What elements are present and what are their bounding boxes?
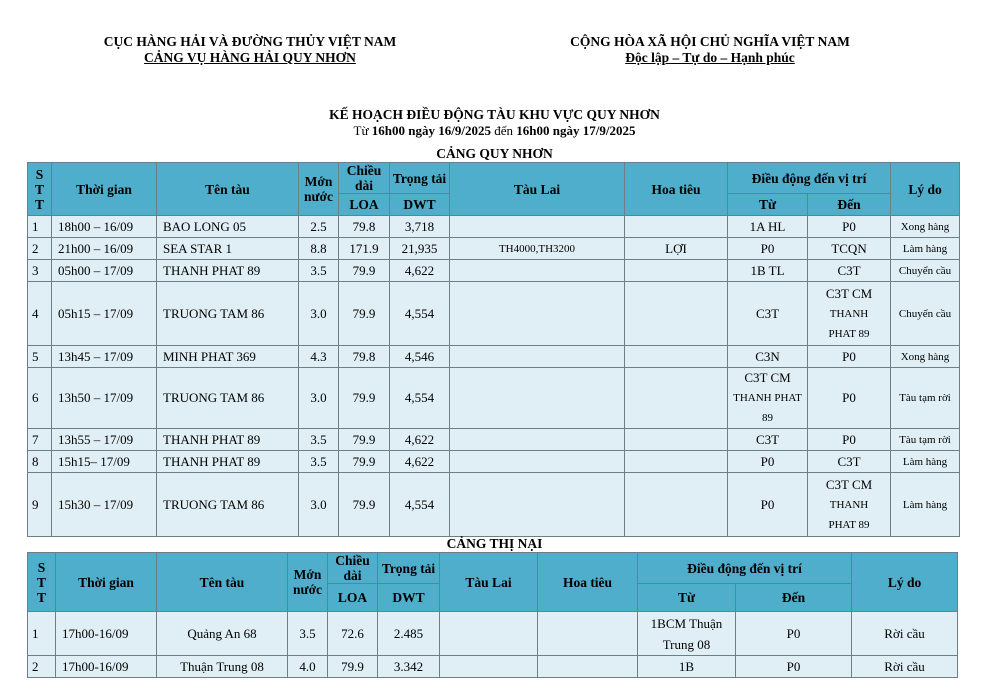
cell-ship: Thuận Trung 08 [157, 656, 288, 678]
table-header-row [28, 163, 960, 194]
cell-stt: 3 [28, 260, 52, 282]
cell-reason: Tàu tạm rời [891, 429, 960, 451]
cell-pilot [538, 612, 638, 656]
cell-from: 1B TL [728, 260, 808, 282]
table-row [28, 260, 960, 282]
cell-time: 15h30 – 17/09 [52, 473, 157, 537]
col-stt: S T T [28, 553, 56, 612]
cell-loa: 79.9 [339, 429, 390, 451]
plan-period: Từ 16h00 ngày 16/9/2025 đến 16h00 ngày 17/9/2025 [353, 123, 636, 138]
cell-dwt: 21,935 [390, 238, 450, 260]
cell-time: 17h00-16/09 [56, 656, 157, 678]
table-header-row [28, 553, 958, 584]
cell-stt: 1 [28, 216, 52, 238]
cell-draft: 2.5 [299, 216, 339, 238]
cell-draft: 3.5 [299, 451, 339, 473]
cell-from: 1A HL [728, 216, 808, 238]
table-row [28, 429, 960, 451]
cell-pilot [538, 656, 638, 678]
schedule-table-quy-nhon [27, 162, 960, 537]
cell-draft: 3.5 [299, 260, 339, 282]
cell-reason: Rời cầu [852, 612, 958, 656]
cell-pilot [625, 368, 728, 429]
col-ship: Tên tàu [157, 553, 288, 612]
cell-stt: 2 [28, 238, 52, 260]
cell-ship: SEA STAR 1 [157, 238, 299, 260]
cell-tug [450, 429, 625, 451]
cell-time: 21h00 – 16/09 [52, 238, 157, 260]
cell-pilot [625, 429, 728, 451]
cell-draft: 3.5 [299, 429, 339, 451]
port-authority-name: CẢNG VỤ HÀNG HẢI QUY NHƠN [144, 50, 356, 65]
cell-from: P0 [728, 473, 808, 537]
cell-tug [440, 612, 538, 656]
port-title-quy-nhon: CẢNG QUY NHƠN [436, 146, 553, 161]
cell-loa: 79.9 [328, 656, 378, 678]
cell-time: 13h55 – 17/09 [52, 429, 157, 451]
col-stt: S T T [28, 163, 52, 216]
col-loa: LOA [328, 584, 378, 612]
col-reason: Lý do [852, 553, 958, 612]
cell-to: TCQN [808, 238, 891, 260]
cell-reason: Xong hàng [891, 216, 960, 238]
cell-draft: 3.5 [288, 612, 328, 656]
cell-reason: Xong hàng [891, 346, 960, 368]
cell-time: 13h50 – 17/09 [52, 368, 157, 429]
cell-draft: 4.3 [299, 346, 339, 368]
cell-dwt: 4,554 [390, 368, 450, 429]
cell-loa: 79.9 [339, 451, 390, 473]
col-time: Thời gian [56, 553, 157, 612]
col-length: Chiều dài [339, 163, 390, 194]
col-to: Đến [736, 584, 852, 612]
col-from: Từ [728, 194, 808, 216]
cell-to: P0 [808, 346, 891, 368]
plan-title: KẾ HOẠCH ĐIỀU ĐỘNG TÀU KHU VỰC QUY NHƠN [329, 107, 660, 122]
cell-reason: Rời cầu [852, 656, 958, 678]
cell-dwt: 4,622 [390, 260, 450, 282]
schedule-table-thi-nai [27, 552, 958, 678]
cell-pilot [625, 260, 728, 282]
table-row [28, 656, 958, 678]
cell-draft: 3.0 [299, 473, 339, 537]
col-move: Điều động đến vị trí [728, 163, 891, 194]
cell-loa: 72.6 [328, 612, 378, 656]
col-dwt: DWT [378, 584, 440, 612]
cell-to: P0 [808, 368, 891, 429]
table-row [28, 238, 960, 260]
cell-tug [450, 473, 625, 537]
cell-pilot [625, 451, 728, 473]
cell-time: 15h15– 17/09 [52, 451, 157, 473]
table-row [28, 282, 960, 346]
cell-tug [450, 346, 625, 368]
cell-tug [450, 451, 625, 473]
cell-tug [450, 216, 625, 238]
col-ship: Tên tàu [157, 163, 299, 216]
cell-dwt: 4,622 [390, 451, 450, 473]
cell-dwt: 3,718 [390, 216, 450, 238]
cell-draft: 4.0 [288, 656, 328, 678]
table-row [28, 473, 960, 537]
col-tug: Tàu Lai [450, 163, 625, 216]
col-from: Từ [638, 584, 736, 612]
cell-reason: Chuyển cầu [891, 282, 960, 346]
cell-ship: TRUONG TAM 86 [157, 368, 299, 429]
cell-draft: 3.0 [299, 368, 339, 429]
cell-from: C3T CM THANH PHAT 89 [728, 368, 808, 429]
cell-tug [450, 282, 625, 346]
cell-to: P0 [808, 216, 891, 238]
col-pilot: Hoa tiêu [538, 553, 638, 612]
cell-pilot [625, 282, 728, 346]
cell-loa: 79.9 [339, 282, 390, 346]
national-header [520, 34, 900, 66]
cell-tug [450, 368, 625, 429]
cell-from: P0 [728, 451, 808, 473]
table-row [28, 368, 960, 429]
cell-stt: 1 [28, 612, 56, 656]
cell-dwt: 4,554 [390, 473, 450, 537]
cell-stt: 2 [28, 656, 56, 678]
cell-reason: Làm hàng [891, 238, 960, 260]
cell-reason: Chuyển cầu [891, 260, 960, 282]
cell-dwt: 3.342 [378, 656, 440, 678]
col-dwt: DWT [390, 194, 450, 216]
cell-to: C3T [808, 451, 891, 473]
cell-dwt: 4,622 [390, 429, 450, 451]
col-length: Chiều dài [328, 553, 378, 584]
cell-tug [450, 260, 625, 282]
cell-draft: 8.8 [299, 238, 339, 260]
cell-from: C3T [728, 282, 808, 346]
cell-ship: THANH PHAT 89 [157, 451, 299, 473]
cell-to: P0 [736, 656, 852, 678]
cell-time: 18h00 – 16/09 [52, 216, 157, 238]
col-tug: Tàu Lai [440, 553, 538, 612]
cell-loa: 79.8 [339, 216, 390, 238]
col-loa: LOA [339, 194, 390, 216]
cell-stt: 7 [28, 429, 52, 451]
cell-reason: Làm hàng [891, 451, 960, 473]
cell-from: 1BCM Thuận Trung 08 [638, 612, 736, 656]
cell-to: P0 [808, 429, 891, 451]
cell-tug [440, 656, 538, 678]
col-tonnage: Trọng tải [378, 553, 440, 584]
cell-to: C3T CM THANH PHAT 89 [808, 473, 891, 537]
cell-ship: THANH PHAT 89 [157, 260, 299, 282]
cell-pilot: LỢI [625, 238, 728, 260]
cell-pilot [625, 346, 728, 368]
cell-time: 05h15 – 17/09 [52, 282, 157, 346]
cell-ship: THANH PHAT 89 [157, 429, 299, 451]
table-row [28, 216, 960, 238]
cell-from: P0 [728, 238, 808, 260]
cell-from: C3T [728, 429, 808, 451]
port-title-thi-nai: CẢNG THỊ NẠI [446, 536, 543, 551]
cell-ship: TRUONG TAM 86 [157, 473, 299, 537]
col-move: Điều động đến vị trí [638, 553, 852, 584]
col-time: Thời gian [52, 163, 157, 216]
cell-pilot [625, 216, 728, 238]
cell-to: C3T CM THANH PHAT 89 [808, 282, 891, 346]
table-row [28, 451, 960, 473]
cell-loa: 79.9 [339, 368, 390, 429]
national-motto: Độc lập – Tự do – Hạnh phúc [625, 50, 795, 65]
cell-stt: 9 [28, 473, 52, 537]
cell-loa: 79.9 [339, 473, 390, 537]
cell-stt: 8 [28, 451, 52, 473]
cell-ship: MINH PHAT 369 [157, 346, 299, 368]
cell-dwt: 4,554 [390, 282, 450, 346]
cell-time: 17h00-16/09 [56, 612, 157, 656]
cell-ship: Quảng An 68 [157, 612, 288, 656]
cell-reason: Làm hàng [891, 473, 960, 537]
cell-from: C3N [728, 346, 808, 368]
col-tonnage: Trọng tải [390, 163, 450, 194]
cell-time: 05h00 – 17/09 [52, 260, 157, 282]
agency-name: CỤC HÀNG HẢI VÀ ĐƯỜNG THỦY VIỆT NAM [103, 34, 397, 49]
cell-time: 13h45 – 17/09 [52, 346, 157, 368]
cell-loa: 79.9 [339, 260, 390, 282]
cell-loa: 79.8 [339, 346, 390, 368]
national-title: CỘNG HÒA XÃ HỘI CHỦ NGHĨA VIỆT NAM [570, 34, 850, 49]
cell-dwt: 2.485 [378, 612, 440, 656]
cell-from: 1B [638, 656, 736, 678]
col-reason: Lý do [891, 163, 960, 216]
cell-stt: 5 [28, 346, 52, 368]
cell-stt: 4 [28, 282, 52, 346]
col-draft: Mớn nước [288, 553, 328, 612]
cell-draft: 3.0 [299, 282, 339, 346]
cell-ship: BAO LONG 05 [157, 216, 299, 238]
cell-pilot [625, 473, 728, 537]
table-row [28, 612, 958, 656]
cell-reason: Tàu tạm rời [891, 368, 960, 429]
cell-to: C3T [808, 260, 891, 282]
cell-ship: TRUONG TAM 86 [157, 282, 299, 346]
col-to: Đến [808, 194, 891, 216]
col-pilot: Hoa tiêu [625, 163, 728, 216]
cell-loa: 171.9 [339, 238, 390, 260]
col-draft: Mớn nước [299, 163, 339, 216]
cell-to: P0 [736, 612, 852, 656]
table-row [28, 346, 960, 368]
cell-stt: 6 [28, 368, 52, 429]
cell-tug: TH4000,TH3200 [450, 238, 625, 260]
agency-header [60, 34, 440, 66]
cell-dwt: 4,546 [390, 346, 450, 368]
